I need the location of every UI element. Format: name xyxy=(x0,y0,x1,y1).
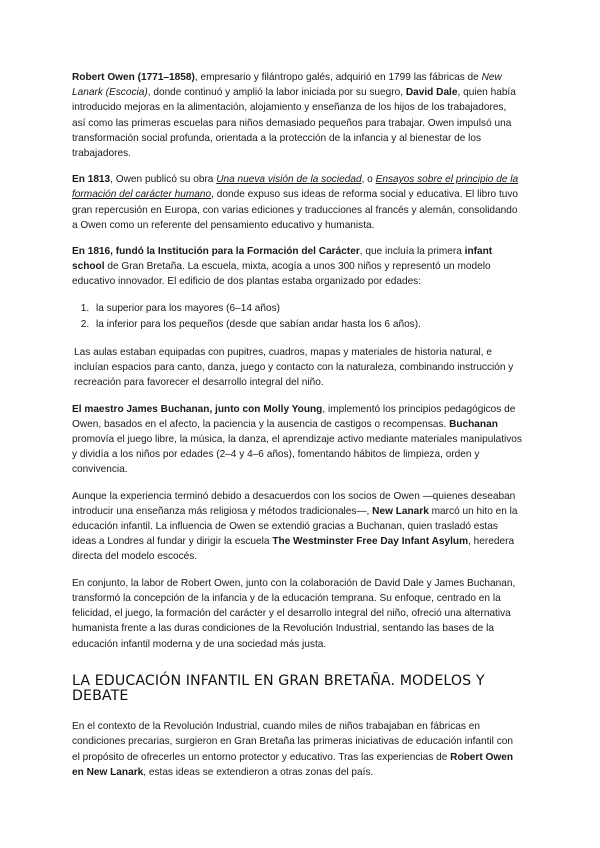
paragraph-legacy: Aunque la experiencia terminó debido a desacuerdos con los socios de Owen —quienes deseaban introducir una enseñanza más religiosa y métodos tradicionales—, New Lanark marcó un hito en la educación infantil. La influencia de Owen se extendió gracias a Buchanan, quien trasladó estas ideas a Londres al fundar y dirigir la escuela The Westminster Free Day Infant Asylum, heredera directa del modelo escocés. xyxy=(72,490,518,563)
paragraph-buchanan: El maestro James Buchanan, junto con Molly Young, implementó los principios pedagógicos de Owen, basados en el afecto, la paciencia y la ausencia de castigos o recompensas. Buchanan promovía el juego libre, la música, la danza, el aprendizaje activo mediante materiales manipulativos y dividía a los niños por edades (2–4 y 4–6 años), fomentando hábitos de limpieza, orden y convivencia. xyxy=(72,403,522,476)
bold-1813: En 1813 xyxy=(72,174,111,186)
bold-westminster: The Westminster Free Day Infant Asylum xyxy=(272,536,469,548)
paragraph-context: En el contexto de la Revolución Industrial, cuando miles de niños trabajaban en fábricas en condiciones precarias, surgieron en Gran Bretaña las primeras iniciativas de educación infantil con el propósito de ofrecerles un entorno protector y educativo. Tras las experiencias de Robert Owen en New Lanark, estas ideas se extendieron a otras zonas del país. xyxy=(72,721,513,778)
bold-buchanan: Buchanan xyxy=(449,418,498,430)
bold-new-lanark: New Lanark xyxy=(372,505,429,517)
bold-1816: En 1816, fundó la Institución para la Formación del Carácter xyxy=(72,246,360,258)
book-title-ensayos: Ensayos sobre el principio de la formación del carácter humano xyxy=(72,174,519,201)
age-levels-list xyxy=(72,301,522,332)
list-item: 2. la inferior para los pequeños (desde que sabían andar hasta los 6 años). xyxy=(92,317,522,332)
paragraph-1816: En 1816, fundó la Institución para la Formación del Carácter, que incluía la primera infant school de Gran Bretaña. La escuela, mixta, acogía a unos 300 niños y representó un modelo educativo innovador. El edificio de dos plantas estaba organizado por edades: xyxy=(72,246,493,288)
book-title-nueva-vision: Una nueva visión de la sociedad xyxy=(216,174,362,186)
bold-owen-new-lanark: Robert Owen en New Lanark xyxy=(72,751,513,778)
list-item: 1. la superior para los mayores (6–14 años) xyxy=(92,301,522,316)
bold-owen-dates: Robert Owen (1771–1858) xyxy=(72,72,195,83)
bold-infant-school: infant school xyxy=(72,246,493,273)
section-heading: LA EDUCACIÓN INFANTIL EN GRAN BRETAÑA. MODELOS Y DEBATE xyxy=(72,672,485,704)
italic-new-lanark: New Lanark (Escocia) xyxy=(72,72,502,99)
paragraph-classrooms: Las aulas estaban equipadas con pupitres, cuadros, mapas y materiales de historia natural, e incluían espacios para canto, danza, juego y contacto con la naturaleza, combinando instrucción y recreación para favorecer el desarrollo integral del niño. xyxy=(74,347,514,389)
paragraph-1813: En 1813, Owen publicó su obra Una nueva visión de la sociedad, o Ensayos sobre el principio de la formación del carácter humano, donde expuso sus ideas de reforma social y educativa. El libro tuvo gran repercusión en Europa, con varias ediciones y traducciones al francés y alemán, consolidando a Owen como un referente del pensamiento educativo y humanista. xyxy=(72,174,519,231)
bold-buchanan-young: El maestro James Buchanan, junto con Molly Young xyxy=(72,403,323,415)
paragraph-owen-intro: Robert Owen (1771–1858), empresario y filántropo galés, adquirió en 1799 las fábricas de New Lanark (Escocia), donde continuó y amplió la labor iniciada por su suegro, David Dale, quien había introducido mejoras en la alimentación, alojamiento y enseñanza de los hijos de los trabajadores, así como las primeras escuelas para niños demasiado pequeños para trabajar. Owen impulsó una transformación social profunda, orientada a la protección de la infancia y al bienestar de los trabajadores. xyxy=(72,72,516,160)
bold-david-dale: David Dale xyxy=(405,87,458,99)
paragraph-conclusion: En conjunto, la labor de Robert Owen, junto con la colaboración de David Dale y James Buchanan, transformó la concepción de la infancia y de la educación temprana. Su enfoque, centrado en la felicidad, el juego, la formación del carácter y el desarrollo integral del niño, ofreció una alternativa humanista frente a las duras condiciones de la Revolución Industrial, sentando las bases de la educación infantil moderna y de una sociedad más justa. xyxy=(72,577,516,650)
